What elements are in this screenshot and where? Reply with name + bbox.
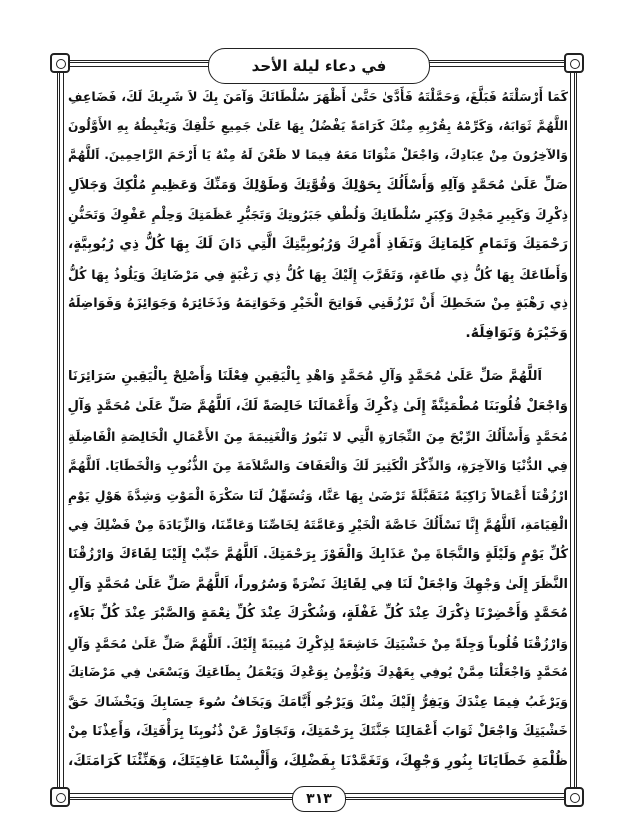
page-number: ٣١٣ bbox=[292, 786, 346, 812]
text-line: وَاجْعَلْ قُلُوبَنَا مُطْمَئِنَّةً إِلَىٰ ذِكْرِكَ وَأَعْمَالَنَا خَالِصَةً لَكَ، اَللَّهُمَّ صَلِّ عَلَىٰ مُحَمَّدٍ وَآلِ bbox=[67, 398, 568, 414]
text-line: وَأَطَاعَكَ بِهَا كُلُّ ذِي طَاعَةٍ، وَتَقَرَّبَ إِلَيْكَ بِهَا كُلُّ ذِي رَغْبَةٍ فِي مَرْضَاتِكَ وَيَلُوذُ بِهَا كُلُّ bbox=[68, 266, 568, 282]
corner-ornament-icon bbox=[50, 787, 70, 807]
text-line: النَّظَرَ إِلَىٰ وَجْهِكَ وَاجْعَلْ لَنَا فِي لِقَائِكَ نَضْرَةً وَسُرُوراً، اَللَّهُمَّ صَلِّ عَلَىٰ مُحَمَّدٍ وَآلِ bbox=[68, 576, 568, 592]
document-body bbox=[68, 82, 568, 791]
text-line: الْقِيَامَةِ، اَللَّهُمَّ إِنَّا نَسْأَلُكَ خَاصَّةَ الْخَيْرِ وَعَامَّتَهُ لِخَاصِّنَا وَعَامِّنَا، وَالزِّيَادَةَ مِنْ فَضْلِكَ فِي bbox=[68, 517, 568, 533]
paragraph bbox=[68, 82, 568, 348]
corner-ornament-icon bbox=[564, 53, 584, 73]
text-line: ارْزُقْنَا أَعْمَالاً زَاكِيَةً مُتَقَبَّلَةً تَرْضَىٰ بِهَا عَنَّا، وَتُسَهِّلُ لَنَا سَكْرَةَ الْمَوْتِ وَشِدَّةَ هَوْلِ يَوْمِ bbox=[68, 487, 568, 503]
text-line: اللَّهُمَّ ثَوَابَهُ، وَكَرِّمْهُ بِقُرْبِهِ مِنْكَ كَرَامَةً يَفْضُلُ بِهَا عَلَىٰ جَمِيعِ خَلْقِكَ وَيَغْبِطُهُ بِهِ الأَوَّلُونَ bbox=[68, 118, 568, 133]
text-line: ظُلْمَةِ خَطَايَانَا بِنُورِ وَجْهِكَ، وَتَغَمَّدْنَا بِفَضْلِكَ، وَأَلْبِسْنَا عَافِيَتَكَ، وَهَنِّئْنَا كَرَامَتَكَ، bbox=[68, 753, 568, 770]
text-line: وَارْزُقْنَا قُلُوباً وَجِلَةً مِنْ خَشْيَتِكَ خَاشِعَةً لِذِكْرِكَ مُنِيبَةً إِلَيْكَ. اَللَّهُمَّ صَلِّ عَلَىٰ مُحَمَّدٍ وَآلِ bbox=[67, 635, 568, 651]
text-line: مُحَمَّدٍ وَأَسْأَلُكَ الرِّبْحَ مِنَ التِّجَارَةِ الَّتِي لا تَبُورُ وَالْغَنِيمَةَ مِنَ الأَعْمَالِ الْخَالِصَةِ الْفَاضِلَةِ bbox=[68, 428, 568, 444]
text-line: صَلِّ عَلَىٰ مُحَمَّدٍ وَآلِهِ وَأَسْأَلُكَ بِحَوْلِكَ وَقُوَّتِكَ وَطَوْلِكَ وَمَنِّكَ وَعَظِيمِ مُلْكِكَ وَجَلاَلِ bbox=[68, 177, 568, 193]
text-line: ذِكْرِكَ وَكَبِيرِ مَجْدِكَ وَكِبَرِ سُلْطَانِكَ وَلُطْفِ جَبَرُوتِكَ وَتَجَبُّرِ عَظَمَتِكَ وَحِلْمِ عَفْوِكَ وَتَحَنُّنِ bbox=[68, 207, 568, 223]
text-line: مُحَمَّدٍ وَاجْعَلْنَا مِمَّنْ يُوفِي بِعَهْدِكَ وَيُؤْمِنُ بِوَعْدِكَ وَيَعْمَلُ بِطَاعَتِكَ وَيَسْعَىٰ فِي مَرْضَاتِكَ bbox=[68, 665, 568, 680]
text-line: كَمَا أَرْسَلْتَهُ فَبَلَّغَ، وَحَمَّلْتَهُ فَأَدَّىٰ حَتَّىٰ أَظْهَرَ سُلْطَانَكَ وَآمَنَ بِكَ لاَ شَرِيكَ لَكَ، فَضَاعِفِ bbox=[68, 89, 568, 104]
text-line: خَشْيَتِكَ وَاجْعَلْ ثَوَابَ أَعْمَالِنَا جَنَّتَكَ بِرَحْمَتِكَ، وَتَجَاوَزْ عَنْ ذُنُوبِنَا بِرَأْفَتِكَ، وَأَعِذْنَا مِنْ bbox=[68, 724, 568, 740]
corner-ornament-icon bbox=[50, 53, 70, 73]
text-line: فِي الدُّنْيَا وَالآخِرَةِ، وَالذِّكْرَ الْكَثِيرَ لَكَ وَالْعَفَافَ وَالسَّلاَمَةَ مِنَ الذُّنُوبِ وَالْخَطَايَا. اَللَّهُمَّ bbox=[68, 458, 568, 474]
paragraph bbox=[68, 362, 568, 776]
page-title: في دعاء ليلة الأحد bbox=[208, 48, 430, 84]
text-line: وَالآخِرُونَ مِنْ عِبَادِكَ، وَاجْعَلْ مَثْوَانَا مَعَهُ فِيمَا لا ظَعْنَ لَهُ مِنْهُ يَا أَرْحَمَ الرَّاحِمِينَ. اَللَّهُمَّ bbox=[68, 148, 568, 163]
text-line: ذِي رَهْبَةٍ مِنْ سَخَطِكَ أَنْ تَرْزُقَنِي فَوَاتِحَ الْخَيْرِ وَخَوَاتِمَهُ وَذَخَائِرَهُ وَجَوَائِزَهُ وَفَوَاضِلَهُ bbox=[68, 296, 568, 312]
text-line: رَحْمَتِكَ وَتَمَامِ كَلِمَاتِكَ وَنَفَاذِ أَمْرِكَ وَرُبُوبِيَّتِكَ الَّتِي دَانَ لَكَ بِهَا كُلُّ ذِي رُبُوبِيَّةٍ، bbox=[68, 235, 568, 252]
text-line: وَخَيْرَهُ وَنَوَافِلَهُ. bbox=[465, 324, 568, 341]
text-line: اَللَّهُمَّ صَلِّ عَلَىٰ مُحَمَّدٍ وَآلِ مُحَمَّدٍ وَاهْدِ بِالْيَقِينِ فِعْلَنَا وَأَصْلِحْ بِالْيَقِينِ سَرَائِرَنَا bbox=[68, 369, 542, 385]
text-line: كُلِّ يَوْمٍ وَلَيْلَةٍ وَالنَّجَاةَ مِنْ عَذَابِكَ وَالْفَوْزَ بِرَحْمَتِكَ. اَللَّهُمَّ حَبِّبْ إِلَيْنَا لِقَاءَكَ وَارْزُقْنَا bbox=[68, 546, 568, 562]
text-line: مُحَمَّدٍ وَأَحْضِرْنَا ذِكْرَكَ عِنْدَ كُلِّ غَفْلَةٍ، وَشُكْرَكَ عِنْدَ كُلِّ نِعْمَةٍ وَالصَّبْرَ عِنْدَ كُلِّ بَلاَءٍ، bbox=[68, 606, 568, 622]
text-line: وَيَرْغَبُ فِيمَا عِنْدَكَ وَيَفِرُّ إِلَيْكَ مِنْكَ وَيَرْجُو أَيَّامَكَ وَيَخَافُ سُوءَ حِسَابِكَ وَيَخْشَاكَ حَقَّ bbox=[68, 694, 568, 710]
